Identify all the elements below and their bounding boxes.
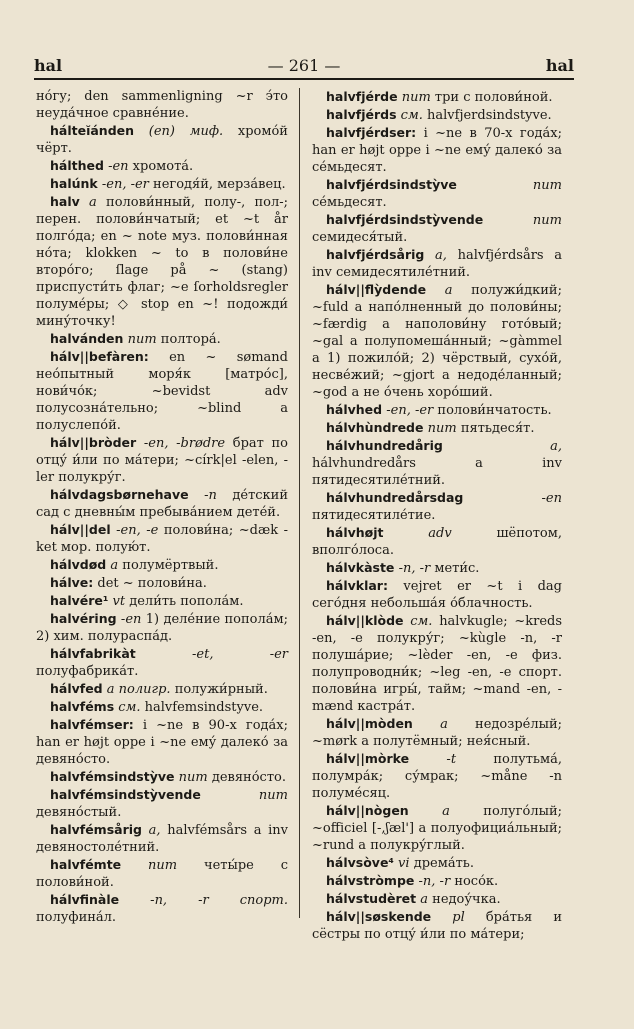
entry-headword: hálv||klòde (326, 613, 404, 628)
entry-headword: hálv||mòrke (326, 751, 410, 766)
dictionary-entry (312, 176, 562, 211)
page-number: — 261 — (267, 56, 341, 75)
dictionary-entry (312, 401, 562, 419)
entry-definition: де́тский сад с дневны́м пребыва́нием дете́й. (36, 488, 288, 520)
entry-grammar-label: -en (108, 159, 129, 174)
entry-headword: halvfémte (50, 857, 122, 872)
dictionary-entry (36, 521, 288, 556)
entry-headword: halvfémsindstỳvende (50, 787, 201, 802)
entry-definition: пятьдеся́т. (460, 421, 535, 436)
dictionary-entry (36, 175, 288, 193)
dictionary-entry (36, 698, 288, 716)
entry-definition: полови́нный, полу-, пол-; перен. полови́нчатый; et ~t år полго́да; en ~ note муз. полови́нная но́та; klokken ~ to в полови́не второ́го; ſlage på ~ (stang) приспусти́ть флаг; ~e ſorholdsregler полуме́ры; ◇ stop en ~! подожди́ мину́точку! (36, 195, 288, 329)
entry-headword: halvfémsårig (50, 822, 142, 837)
entry-definition: i ~ne в 90-х года́х; han er højt oppe i ~ne ему́ далеко́ за девяно́сто. (36, 718, 288, 767)
entry-headword: hálvhøjt (326, 525, 384, 540)
dictionary-entry (312, 802, 562, 854)
entry-headword: hálv||søskende (326, 909, 432, 924)
dictionary-entry (36, 434, 288, 486)
entry-headword: hálvhed (326, 402, 383, 417)
entry-grammar-label: -n (204, 488, 217, 503)
entry-definition: halvkugle; ~kreds -en, -e полукру́г; ~kùgle -n, -r полуша́рие; ~lèder -en, -e физ. полупроводни́к; ~leg -en, -e спорт. полови́на игры́, тайм; ~mand -en, -mænd кастра́т. (312, 614, 563, 714)
entry-grammar-label: -n, -r спорт. (150, 893, 288, 908)
entry-headword: hálvfabrikàt (50, 646, 136, 661)
entry-grammar-label: num (532, 213, 562, 228)
entry-grammar-label: a, (550, 439, 562, 454)
dictionary-entry (36, 645, 288, 680)
entry-definition: дрема́ть. (413, 856, 474, 871)
dictionary-entry (36, 786, 288, 821)
entry-definition: нóгу; den sammenligning ~r э́то неуда́чное сравне́ние. (36, 89, 288, 121)
entry-grammar-label: -et, -er (192, 647, 288, 662)
dictionary-entry (36, 574, 288, 592)
dictionary-entry (36, 157, 288, 175)
entry-headword: halvféms (50, 699, 115, 714)
dictionary-entry (312, 890, 562, 908)
entry-grammar-label: a (442, 804, 450, 819)
entry-headword: hálvdagsbørnehave (50, 487, 189, 502)
entry-grammar-label: vt (112, 594, 126, 609)
dictionary-entry (312, 872, 562, 890)
entry-grammar-label: num (127, 332, 157, 347)
entry-grammar-label: -n, -r (418, 874, 451, 889)
entry-definition: halvfemsindstyve. (144, 700, 264, 715)
entry-grammar-label: см. (400, 108, 423, 123)
entry-definition: halvfjérdsårs a inv семидесятиле́тний. (312, 248, 563, 280)
entry-definition: полумёртвый. (122, 558, 219, 573)
entry-headword: halúnk (50, 176, 98, 191)
entry-grammar-label: -en, -brødre (143, 436, 226, 451)
entry-definition: семидеся́тый. (312, 230, 408, 245)
entry-definition: три с полови́ной. (434, 90, 553, 105)
dictionary-entry (312, 419, 562, 437)
entry-definition: полуфабрика́т. (36, 664, 139, 679)
entry-definition: негодя́й, мерза́вец. (153, 177, 286, 192)
dictionary-entry (312, 715, 562, 750)
entry-grammar-label: a (110, 558, 119, 573)
entry-grammar-label: см. (118, 700, 141, 715)
entry-definition: дели́ть попола́м. (129, 594, 244, 609)
entry-headword: halvfjérdsårig (326, 247, 425, 262)
dictionary-entry (36, 716, 288, 768)
dictionary-entry (312, 908, 562, 943)
entry-definition: хромо́й чёрт. (36, 124, 288, 156)
entry-headword: halvfémser: (50, 717, 134, 732)
dictionary-entry (36, 856, 288, 891)
dictionary-entry (36, 610, 288, 645)
entry-headword: halvfjérde (326, 89, 398, 104)
entry-headword: halvére¹ (50, 593, 109, 608)
entry-grammar-label: adv (428, 526, 452, 541)
entry-headword: hálve: (50, 575, 94, 590)
entry-headword: hálvfed (50, 681, 103, 696)
entry-grammar-label: num (178, 770, 208, 785)
entry-headword: hálvstudèret (326, 891, 417, 906)
entry-grammar-label: a полигр. (106, 682, 171, 697)
entry-headword: hálvstròmpe (326, 873, 415, 888)
entry-definition: шёпотом, вполго́лоса. (312, 526, 562, 558)
dictionary-entry (312, 124, 562, 176)
entry-headword: hálv||befàren: (50, 349, 149, 364)
entry-headword: hálvhùndrede (326, 420, 424, 435)
entry-headword: hálv||bròder (50, 435, 137, 450)
dictionary-entry (312, 577, 562, 612)
entry-grammar-label: -t (446, 752, 457, 767)
column-divider (299, 88, 300, 918)
entry-definition: полови́нчатость. (437, 403, 552, 418)
left-column (36, 88, 288, 925)
entry-grammar-label: -en, -er (101, 177, 149, 192)
dictionary-entry (36, 680, 288, 698)
entry-definition: хромота́. (132, 159, 194, 174)
dictionary-entry (36, 592, 288, 610)
entry-definition: девяно́стый. (36, 805, 122, 820)
entry-headword: halvfjérdsindstỳve (326, 177, 457, 192)
dictionary-entry (312, 612, 562, 715)
entry-definition: halvfjerdsindstyve. (427, 108, 552, 123)
entry-grammar-label: pl (452, 910, 465, 925)
dictionary-entry (36, 486, 288, 521)
entry-headword: hálvkàste (326, 560, 395, 575)
dictionary-entry (36, 330, 288, 348)
dictionary-entry (36, 88, 288, 122)
entry-grammar-label: -en, -er (386, 403, 434, 418)
dictionary-entry (312, 246, 562, 281)
dictionary-entry (36, 122, 288, 157)
header-right-guideword: hal (545, 56, 574, 75)
entry-grammar-label: num (401, 90, 431, 105)
entry-definition: полутьма́, полумра́к; су́мрак; ~måne -n полуме́сяц. (312, 752, 562, 801)
entry-definition: en ~ sømand нео́пытный моря́к [матро́с], нови́чо́к; ~bevidst adv полусозна́тельно; ~blind a полуслепо́й. (36, 350, 288, 433)
entry-headword: hálvhundredårig (326, 438, 443, 453)
entry-grammar-label: (en) миф. (148, 124, 224, 139)
entry-definition: полуфина́л. (36, 910, 117, 925)
entry-definition: недозре́лый; ~mørk a полутёмный; нея́сный. (312, 717, 562, 749)
dictionary-entry (312, 489, 562, 524)
entry-grammar-label: -n, -r (398, 561, 431, 576)
entry-definition: брат по отцу́ и́ли по ма́тери; ~círk|el -elen, -ler полукру́г. (36, 436, 288, 485)
page-header (34, 56, 574, 80)
entry-headword: hálvklar: (326, 578, 388, 593)
header-left-guideword: hal (34, 56, 63, 75)
entry-definition: hálvhundredårs a inv пятидесятиле́тний. (312, 456, 562, 488)
entry-grammar-label: num (427, 421, 457, 436)
entry-grammar-label: a (420, 892, 429, 907)
entry-definition: бра́тья и сёстры по отцу́ и́ли по ма́тери; (312, 910, 562, 942)
entry-definition: полужи́рный. (174, 682, 268, 697)
entry-definition: полтора́. (160, 332, 221, 347)
entry-headword: hálteĭánden (50, 123, 135, 138)
dictionary-entry (312, 750, 562, 802)
entry-grammar-label: -en, -e (116, 523, 159, 538)
entry-headword: halvfjérdser: (326, 125, 417, 140)
entry-definition: vejret er ~t i dag сего́дня небольша́я о́блачность. (312, 579, 562, 611)
entry-headword: halv (50, 194, 80, 209)
entry-headword: hálthed (50, 158, 104, 173)
entry-headword: halvfjérds (326, 107, 397, 122)
entry-headword: hálvfinàle (50, 892, 120, 907)
entry-definition: полови́на; ~dæk -ket мор. полую́т. (36, 523, 288, 555)
entry-headword: hálvsòve⁴ (326, 855, 394, 870)
entry-definition: недоу́чка. (432, 892, 501, 907)
entry-headword: hálvhundredårsdag (326, 490, 464, 505)
entry-grammar-label: a (89, 195, 97, 210)
dictionary-entry (312, 437, 562, 489)
entry-definition: носо́к. (454, 874, 499, 889)
entry-grammar-label: num (532, 178, 562, 193)
dictionary-entry (312, 211, 562, 246)
entry-definition: полуго́лый; ~officiel [-,ʃæl'] a полуофициа́льный; ~rund a полукру́глый. (312, 804, 562, 853)
entry-grammar-label: см. (410, 614, 433, 629)
entry-grammar-label: num (148, 858, 178, 873)
entry-definition: 1) деле́ние попола́м; 2) хим. полураспа́д. (36, 612, 288, 644)
entry-headword: hálv||nògen (326, 803, 409, 818)
entry-grammar-label: -en (541, 491, 562, 506)
entry-grammar-label: num (258, 788, 288, 803)
entry-definition: се́мьдесят. (312, 195, 387, 210)
dictionary-entry (312, 524, 562, 559)
entry-definition: четы́ре с полови́ной. (36, 858, 288, 890)
entry-headword: halvfémsindstỳve (50, 769, 175, 784)
entry-headword: hálvdød (50, 557, 107, 572)
dictionary-entry (312, 106, 562, 124)
entry-grammar-label: a (444, 283, 453, 298)
entry-grammar-label: a, (435, 248, 447, 263)
dictionary-entry (36, 348, 288, 434)
dictionary-entry (36, 556, 288, 574)
entry-definition: halvfémsårs a inv девяностоле́тний. (36, 823, 288, 855)
right-column (312, 88, 563, 942)
dictionary-entry (36, 768, 288, 786)
entry-headword: halvéring (50, 611, 117, 626)
dictionary-entry (312, 559, 562, 577)
entry-definition: мети́с. (434, 561, 480, 576)
entry-headword: hálv||mòden (326, 716, 413, 731)
entry-definition: пятидесятиле́тие. (312, 508, 436, 523)
dictionary-entry (312, 88, 562, 106)
entry-headword: halvánden (50, 331, 124, 346)
entry-definition: девяно́сто. (211, 770, 286, 785)
dictionary-entry (36, 821, 288, 856)
entry-definition: i ~ne в 70-х года́х; han er højt oppe i ~ne ему́ далеко́ за се́мьдесят. (312, 126, 562, 175)
dictionary-entry (36, 193, 288, 330)
entry-grammar-label: vi (398, 856, 410, 871)
dictionary-entry (312, 281, 562, 401)
dictionary-entry (36, 891, 288, 926)
entry-definition: det ~ полови́на. (97, 576, 207, 591)
entry-headword: hálv||del (50, 522, 111, 537)
entry-grammar-label: -en (120, 612, 142, 627)
entry-grammar-label: a (440, 717, 448, 732)
entry-grammar-label: a, (148, 823, 161, 838)
dictionary-entry (312, 854, 562, 872)
entry-headword: halvfjérdsindstỳvende (326, 212, 484, 227)
entry-headword: hálv||flỳdende (326, 282, 427, 297)
entry-definition: полужи́дкий; ~fuld a напо́лненный до полови́ны; ~færdig a наполови́ну гото́вый; ~gal a полупомеша́нный; ~gàmmel a 1) пожило́й; 2) чёрствый, сухо́й, несве́жий; ~gjort a недоде́ланный; ~god a не о́чень хоро́ший. (312, 283, 562, 400)
